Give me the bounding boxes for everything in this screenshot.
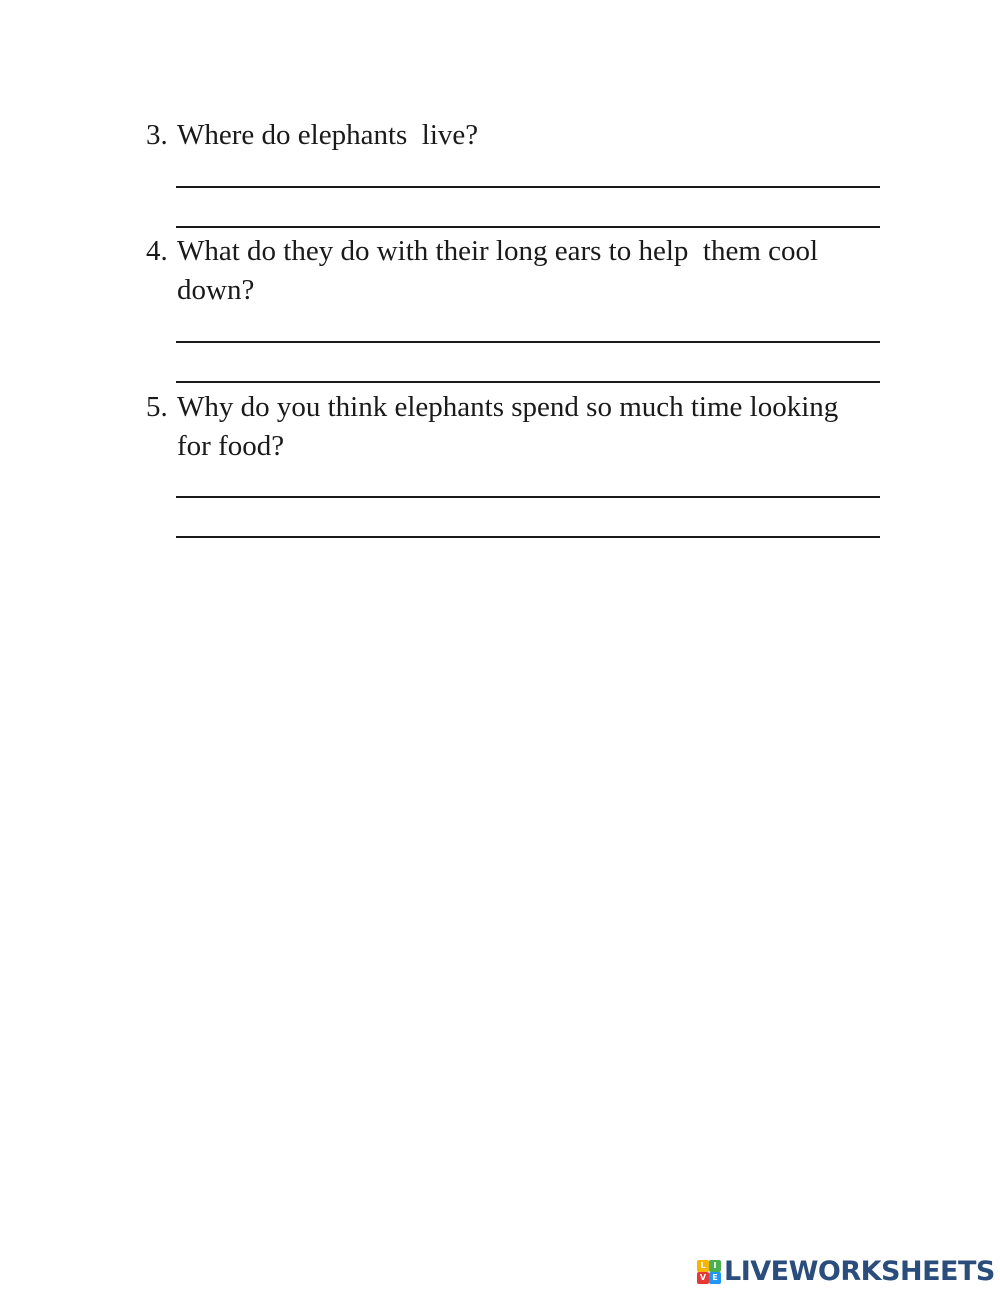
question-text [146, 116, 886, 155]
question-5 [146, 388, 886, 466]
question-line: Where do elephants live? [177, 119, 479, 151]
logo-tile-i: I [709, 1260, 721, 1272]
logo-tile-l: L [697, 1260, 709, 1272]
question-text [146, 232, 886, 271]
question-4 [146, 232, 886, 310]
logo-wordmark: LIVEWORKSHEETS [724, 1256, 995, 1287]
question-text-continued: down? [177, 274, 255, 306]
question-number: 5. [146, 391, 168, 423]
question-text [146, 388, 886, 427]
logo-tile-v: V [697, 1272, 709, 1284]
liveworksheets-logo[interactable] [697, 1257, 995, 1287]
question-number: 3. [146, 119, 168, 151]
answer-line-3b[interactable] [176, 226, 880, 228]
question-text-continued: for food? [177, 430, 285, 462]
answer-line-3a[interactable] [176, 186, 880, 188]
answer-line-4b[interactable] [176, 381, 880, 383]
answer-line-5b[interactable] [176, 536, 880, 538]
question-line: Why do you think elephants spend so much time looking [177, 391, 839, 423]
liveworksheets-logo-icon [697, 1260, 721, 1284]
question-3 [146, 116, 886, 155]
logo-tile-e: E [709, 1272, 721, 1284]
answer-line-5a[interactable] [176, 496, 880, 498]
question-number: 4. [146, 235, 168, 267]
answer-line-4a[interactable] [176, 341, 880, 343]
question-line: What do they do with their long ears to help them cool [177, 235, 819, 267]
